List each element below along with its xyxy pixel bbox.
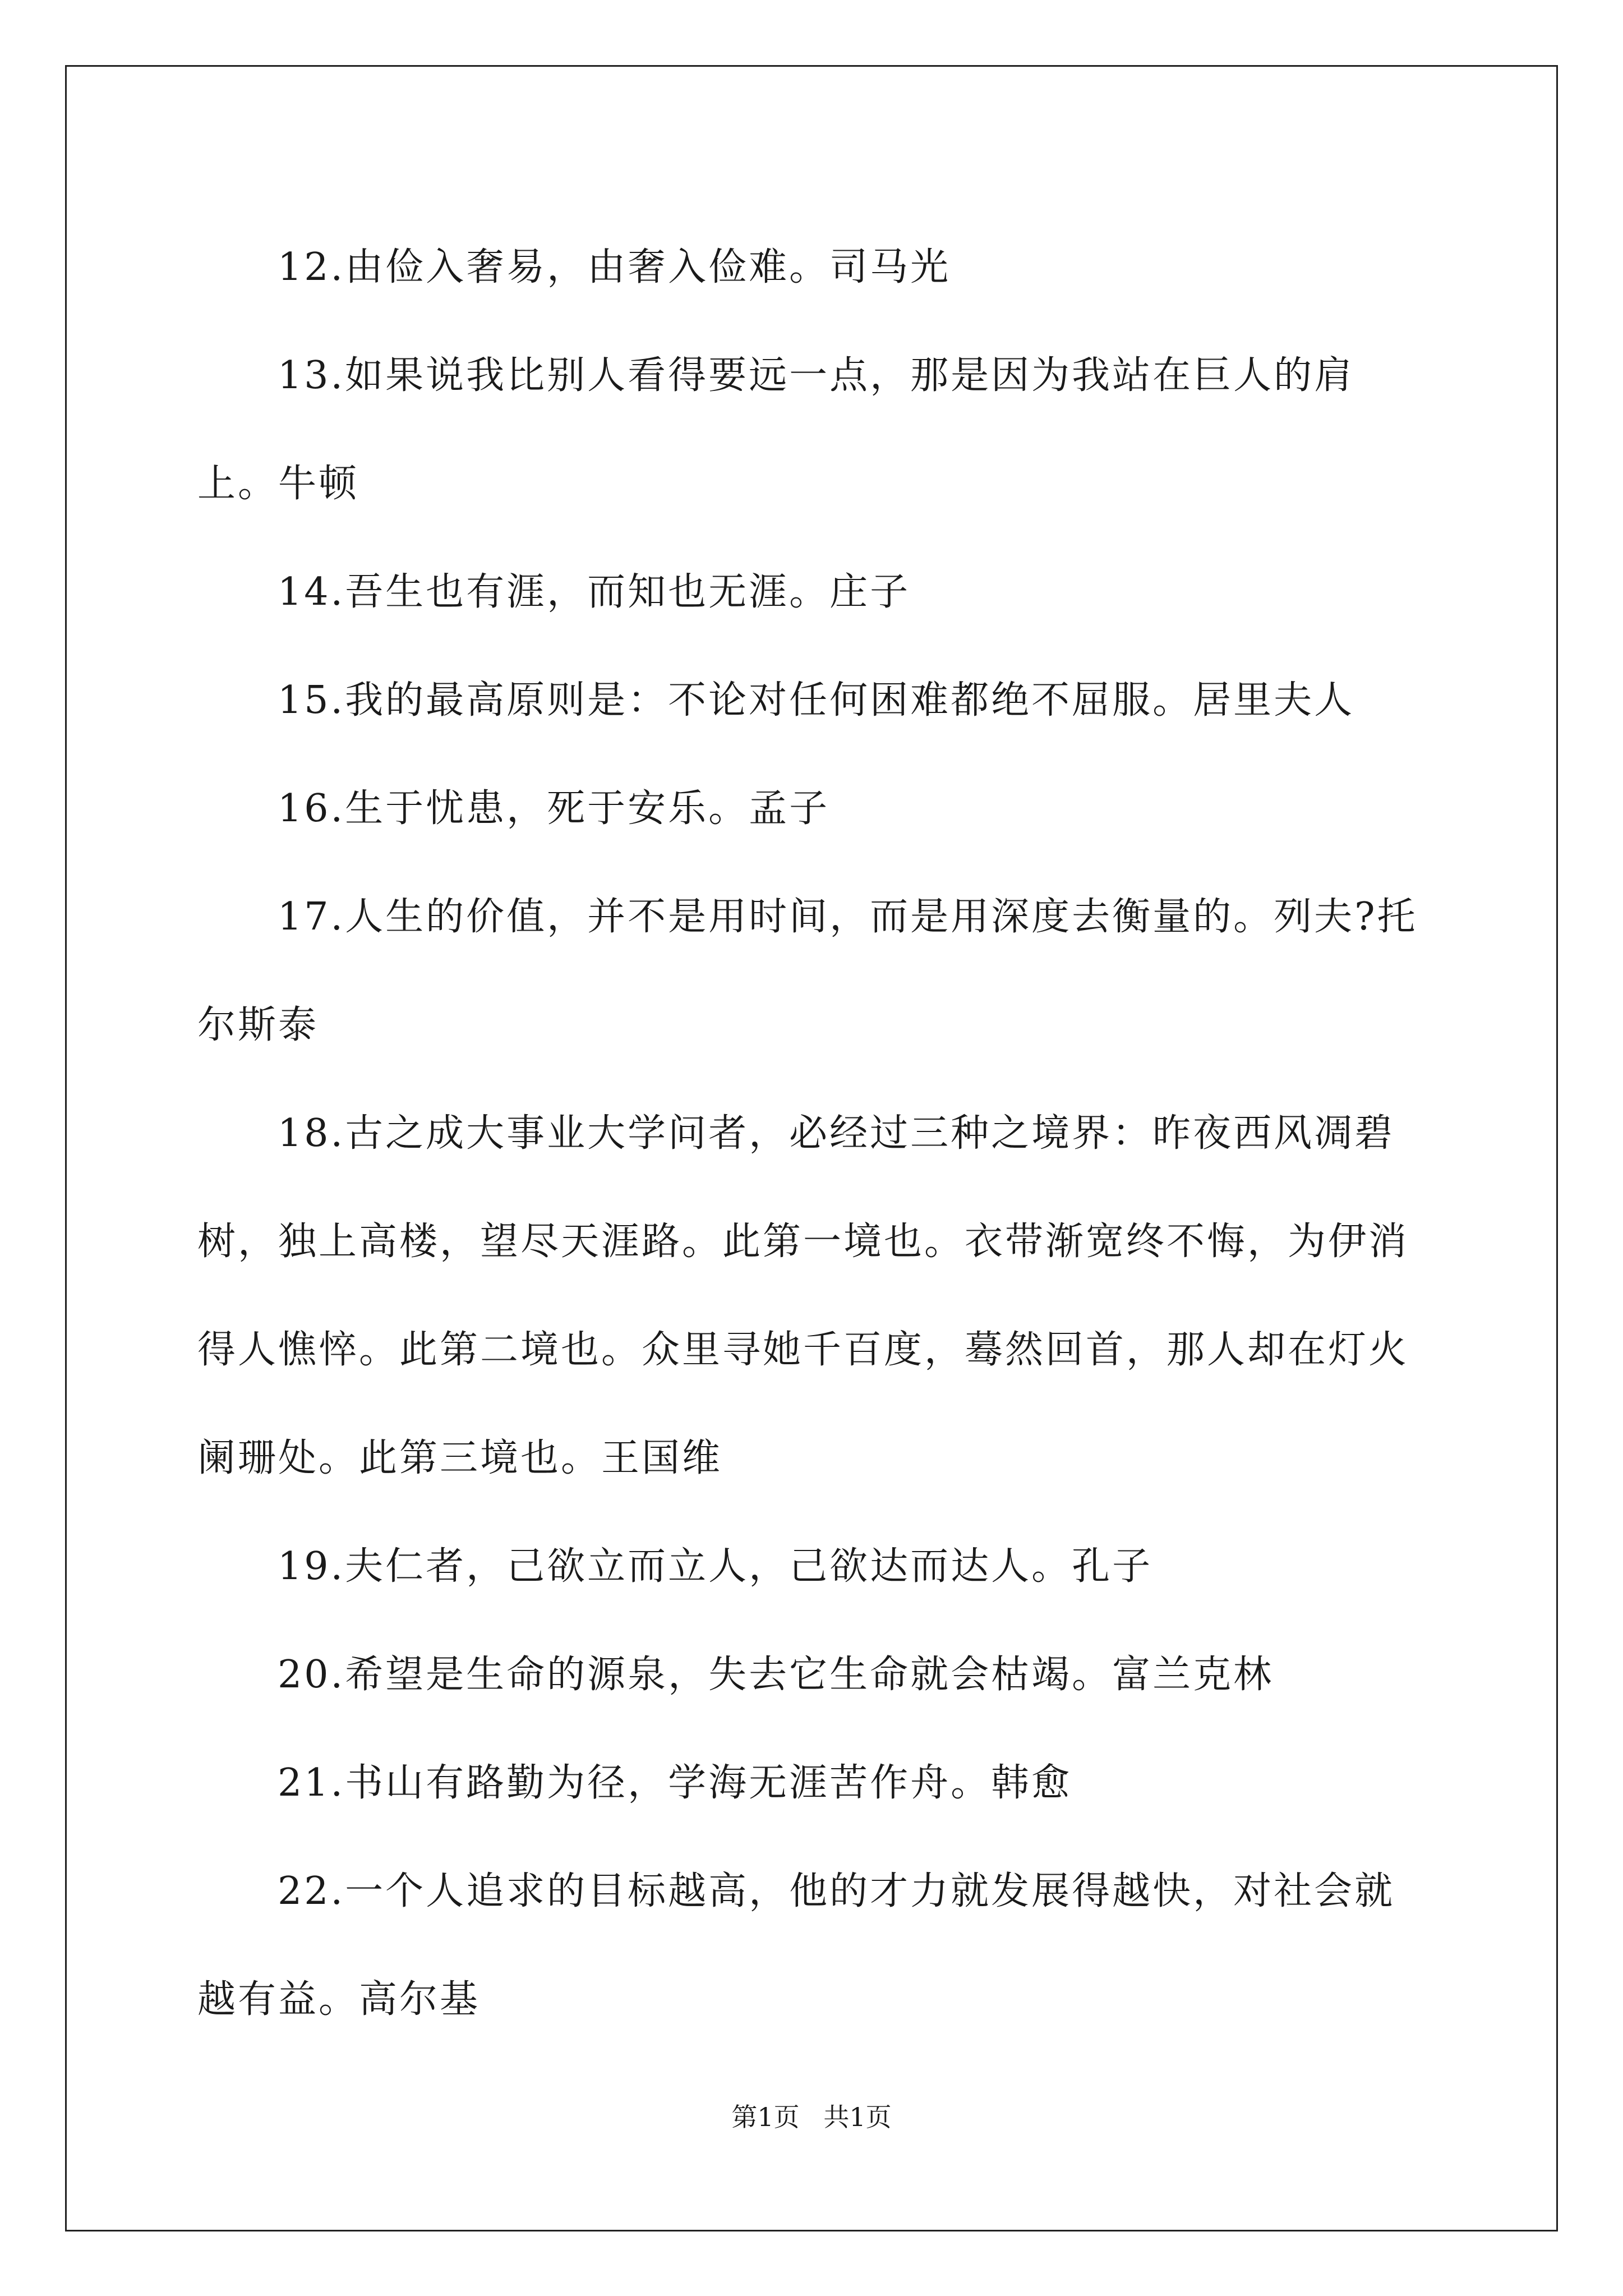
quote-paragraph: 18.古之成大事业大学问者，必经过三种之境界：昨夜西风凋碧树，独上高楼，望尽天涯路。此第一境也。衣带渐宽终不悔，为伊消得人憔悴。此第二境也。众里寻她千百度，蓦然回首，那人却在灯火阑珊处。此第三境也。王国维 [197, 1111, 1409, 1480]
quote-paragraph: 19.夫仁者，己欲立而立人，己欲达而达人。孔子 [278, 1544, 1153, 1589]
page-number: 第1页 [731, 2102, 800, 2132]
quote-paragraph: 21.书山有路勤为径，学海无涯苦作舟。韩愈 [278, 1761, 1072, 1805]
quote-paragraph: 12.由俭入奢易，由奢入俭难。司马光 [278, 245, 951, 289]
quote-paragraph: 15.我的最高原则是：不论对任何困难都绝不屈服。居里夫人 [278, 678, 1355, 723]
page-total: 共1页 [823, 2102, 892, 2132]
quote-paragraph: 17.人生的价值，并不是用时间，而是用深度去衡量的。列夫?托尔斯泰 [197, 895, 1418, 1047]
document-body [197, 213, 1431, 2054]
quote-paragraph: 14.吾生也有涯，而知也无涯。庄子 [278, 570, 911, 614]
quote-paragraph: 22.一个人追求的目标越高，他的才力就发展得越快，对社会就越有益。高尔基 [197, 1869, 1395, 2022]
quote-paragraph: 20.希望是生命的源泉，失去它生命就会枯竭。富兰克林 [278, 1653, 1274, 1697]
quote-paragraph: 13.如果说我比别人看得要远一点，那是因为我站在巨人的肩上。牛顿 [197, 353, 1355, 506]
quote-paragraph: 16.生于忧患，死于安乐。孟子 [278, 786, 830, 831]
page-footer [0, 2097, 1623, 2134]
